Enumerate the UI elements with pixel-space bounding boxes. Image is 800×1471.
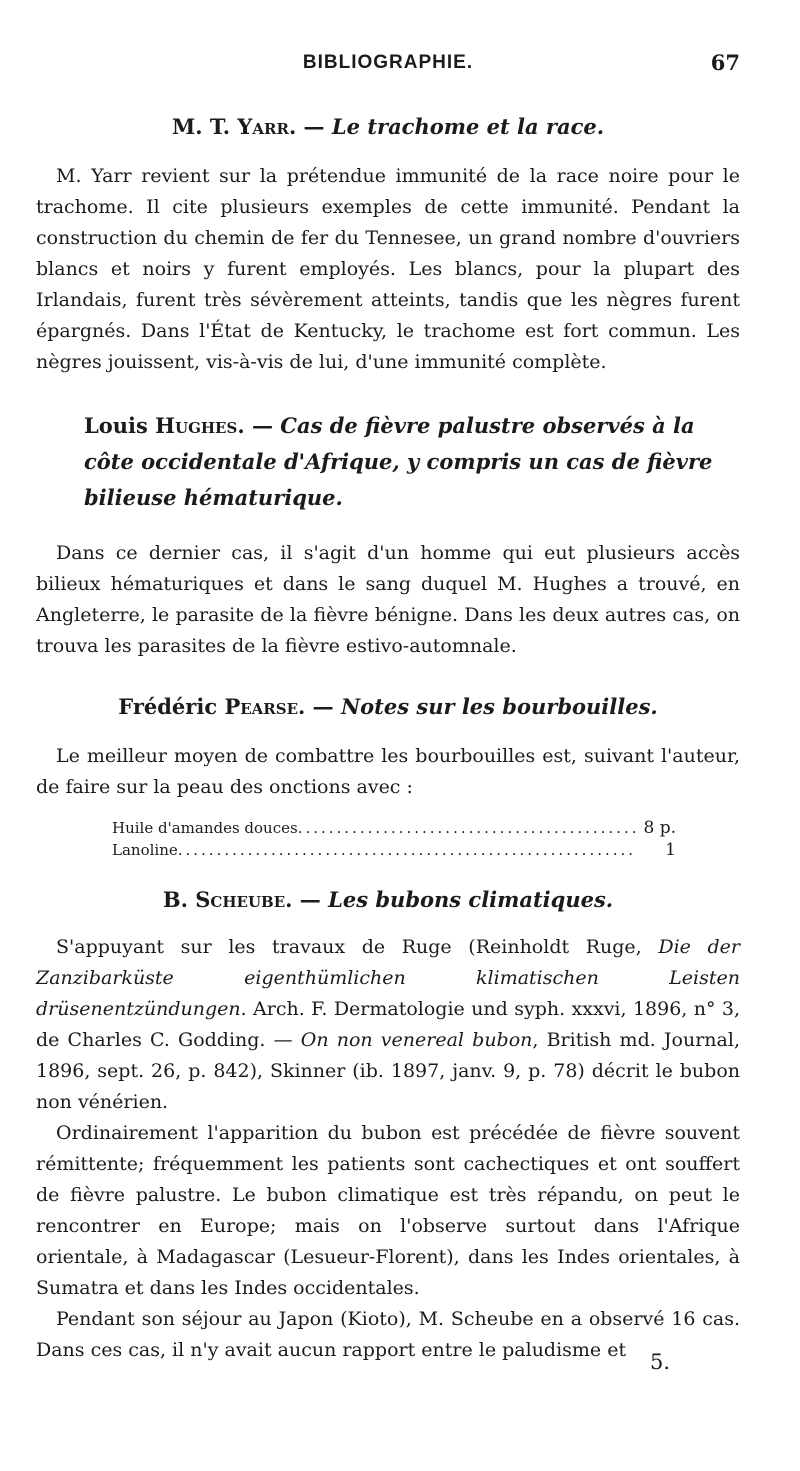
recipe-quantity: 8 p. — [643, 818, 676, 838]
paragraph-intro — [36, 932, 740, 1118]
author-first-name: Louis — [84, 413, 148, 438]
recipe-quantity: 1 — [665, 840, 676, 860]
heading-separator: . — — [285, 887, 321, 912]
article-title: Cas de fièvre palustre observés à la côte occidentale d'Afrique, y compris un cas de fièvre bilieuse hématurique. — [84, 413, 713, 510]
author-first-name: Frédéric — [118, 694, 218, 719]
leader-dots — [298, 817, 636, 839]
intro-text: S'appuyant sur les travaux de Ruge (Reinholdt Ruge, — [56, 936, 659, 958]
heading-separator: . — — [288, 114, 325, 139]
heading-separator: . — — [298, 694, 334, 719]
cited-title: On non venereal bubon — [300, 1029, 533, 1051]
paragraph: Dans ce dernier cas, il s'agit d'un homme qui eut plusieurs accès bilieux hématuriques et dans le sang duquel M. Hughes a trouvé, en Angleterre, le parasite de la fièvre bénigne. Dans les deux autres cas, on trouva les parasites de la fièvre estivo-automnale. — [36, 542, 740, 657]
article-title: Notes sur les bourbouilles. — [340, 694, 658, 719]
heading-separator: . — — [237, 413, 273, 438]
recipe-ingredient: Lanoline — [112, 841, 178, 859]
leader-dots — [178, 839, 636, 861]
author-name: Pearse — [224, 694, 299, 719]
entry-heading-yarr — [36, 114, 740, 139]
entry-heading-pearse — [36, 694, 740, 719]
intro-text: , British md. Journal, 1896, sept. 26, p. 842), Skinner (ib. 1897, janv. 9, p. 78) décrit le bubon non vénérien. — [36, 1029, 740, 1113]
paragraph: Le meilleur moyen de combattre les bourbouilles est, suivant l'auteur, de faire sur la peau des onctions avec : — [36, 745, 740, 798]
recipe-row — [112, 817, 676, 839]
cited-title: Die der Zanzibarküste eigenthümlichen klimatischen Leisten drüsenentzündungen. — [36, 936, 740, 1020]
recipe-row — [112, 839, 676, 861]
recipe-ingredient: Huile d'amandes douces — [112, 819, 298, 837]
entry-heading-scheube — [36, 887, 740, 912]
author-name: Hughes — [155, 413, 238, 438]
author-name: Yarr — [237, 114, 289, 139]
signature-mark: 5. — [649, 1350, 670, 1374]
running-head — [36, 0, 740, 75]
recipe-list — [36, 817, 740, 861]
entry-heading-hughes — [36, 408, 740, 516]
intro-text: Arch. F. Dermatologie und syph. xxxvi, 1896, n° 3, de Charles C. Godding. — — [36, 998, 740, 1051]
author-initials: M. T. — [171, 114, 231, 139]
running-title: BIBLIOGRAPHIE. — [302, 52, 474, 73]
author-initials: B. — [162, 887, 188, 912]
paragraph: Ordinairement l'apparition du bubon est précédée de fièvre souvent rémittente; fréquemment les patients sont cachectiques et ont souffert de fièvre palustre. Le bubon climatique est très répandu, on peut le rencontrer en Europe; mais on l'observe surtout dans l'Afrique orientale, à Madagascar (Lesueur-Florent), dans les Indes orientales, à Sumatra et dans les Indes occidentales. — [36, 1122, 740, 1299]
author-name: Scheube — [195, 887, 286, 912]
article-title: Le trachome et la race. — [331, 114, 605, 139]
paragraph: Pendant son séjour au Japon (Kioto), M. Scheube en a observé 16 cas. Dans ces cas, il n'y avait aucun rapport entre le paludisme et — [36, 1308, 740, 1361]
article-title: Les bubons climatiques. — [328, 887, 614, 912]
paragraph: M. Yarr revient sur la prétendue immunité de la race noire pour le trachome. Il cite plusieurs exemples de cette immunité. Pendant la construction du chemin de fer du Tennesee, un grand nombre d'ouvriers blancs et noirs y furent employés. Les blancs, pour la plupart des Irlandais, furent très sévèrement atteints, tandis que les nègres furent épargnés. Dans l'État de Kentucky, le trachome est fort commun. Les nègres jouissent, vis-à-vis de lui, d'une immunité complète. — [36, 165, 740, 373]
page-number: 67 — [710, 50, 740, 75]
